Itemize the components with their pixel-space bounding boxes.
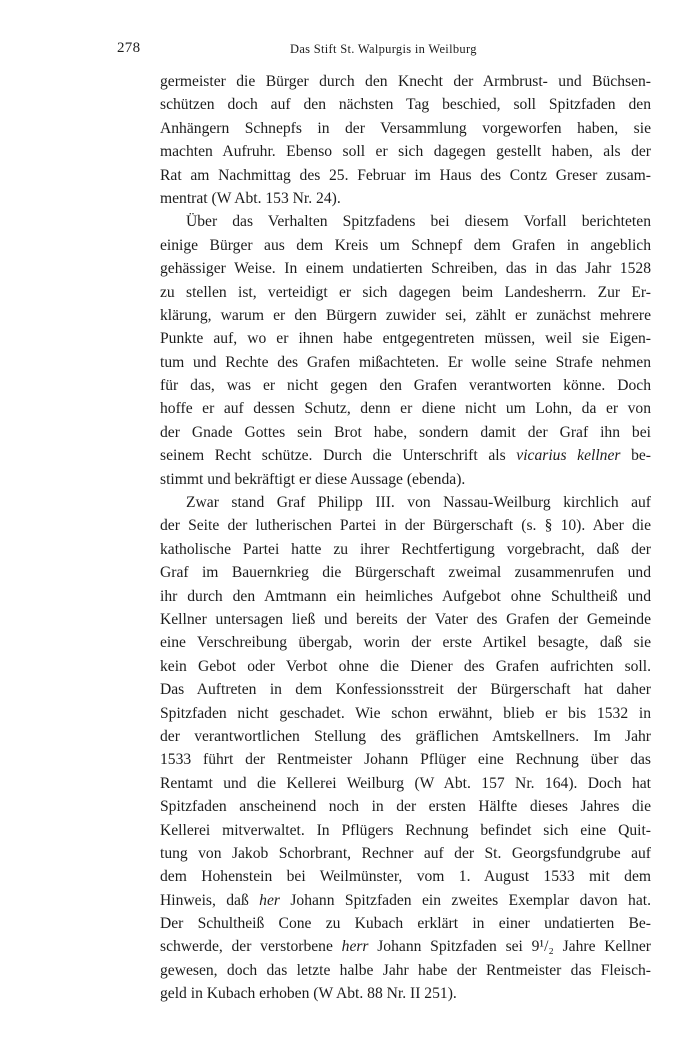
- text-line: Hinweis, daß her Johann Spitzfaden ein zweites Exemplar davon hat.: [160, 891, 652, 909]
- text-line: für das, was er nicht gegen den Grafen verantworten könne. Doch: [160, 377, 651, 395]
- text-line: Anhängern Schnepfs in der Versammlung vorgeworfen haben, sie: [160, 119, 651, 137]
- text-line: Der Schultheiß Cone zu Kubach erklärt in einer undatierten Be-: [160, 915, 651, 933]
- text-line: der Seite der lutherischen Partei in der Bürgerschaft (s. § 10). Aber die: [160, 517, 651, 535]
- italic-term: herr: [341, 938, 369, 956]
- text-line: Rentamt und die Kellerei Weilburg (W Abt. 157 Nr. 164). Doch hat: [160, 774, 651, 792]
- text-line: Zwar stand Graf Philipp III. von Nassau-Weilburg kirchlich auf: [186, 494, 651, 512]
- text-line: Rat am Nachmittag des 25. Februar im Haus des Contz Greser zusam-: [160, 166, 651, 184]
- text-line: klärung, warum er den Bürgern zuwider sei, zählt er zunächst mehrere: [160, 306, 651, 324]
- text-line: einige Bürger aus dem Kreis um Schnepf dem Grafen in angeblich: [160, 236, 651, 254]
- text-line: machten Aufruhr. Ebenso soll er sich dagegen gestellt haben, als der: [160, 143, 651, 161]
- text-line: seinem Recht schütze. Durch die Unterschrift als vicarius kellner be-: [160, 447, 651, 465]
- text-line: geld in Kubach erhoben (W Abt. 88 Nr. II 251).: [160, 985, 457, 1003]
- running-head: Das Stift St. Walpurgis in Weilburg: [290, 42, 477, 56]
- text-line: katholische Partei hatte zu ihrer Rechtfertigung vorgebracht, daß der: [160, 540, 651, 558]
- text-line: eine Verschreibung übergab, worin der erste Artikel besagte, daß sie: [160, 634, 651, 652]
- text-line: Graf im Bauernkrieg die Bürgerschaft zweimal zusammenrufen und: [160, 564, 651, 582]
- text-line: gehässiger Weise. In einem undatierten Schreiben, das in das Jahr 1528: [160, 260, 651, 278]
- text-line: hoffe er auf dessen Schutz, denn er diene nicht um Lohn, da er von: [160, 400, 651, 418]
- page-number: 278: [117, 40, 141, 56]
- text-line: der Gnade Gottes sein Brot habe, sondern damit der Graf ihn bei: [160, 423, 651, 441]
- text-line: Kellerei mitverwaltet. In Pflügers Rechnung befindet sich eine Quit-: [160, 821, 651, 839]
- text-line: zu stellen ist, verteidigt er sich dagegen beim Landesherrn. Zur Er-: [160, 283, 651, 301]
- text-line: dem Hohenstein bei Weilmünster, vom 1. August 1533 mit dem: [160, 868, 651, 886]
- text-line: stimmt und bekräftigt er diese Aussage (ebenda).: [160, 470, 466, 488]
- text-line: gewesen, doch das letzte halbe Jahr habe der Rentmeister das Fleisch-: [160, 961, 651, 979]
- text-line: Punkte auf, wo er ihnen habe entgegentreten müssen, weil sie Eigen-: [160, 330, 651, 348]
- text-line: Spitzfaden anscheinend noch in der ersten Hälfte dieses Jahres die: [160, 798, 651, 816]
- text-line: kein Gebot oder Verbot ohne die Diener des Grafen aufrichten soll.: [160, 657, 651, 675]
- body-text: [160, 70, 651, 1006]
- text-line: mentrat (W Abt. 153 Nr. 24).: [160, 189, 341, 207]
- text-line: Das Auftreten in dem Konfessionsstreit der Bürgerschaft hat daher: [160, 681, 651, 699]
- text-line: tum und Rechte des Grafen mißachteten. Er wolle seine Strafe nehmen: [160, 353, 651, 371]
- text-line: schützen doch auf den nächsten Tag beschied, soll Spitzfaden den: [160, 96, 651, 114]
- text-line: Über das Verhalten Spitzfadens bei diesem Vorfall berichteten: [186, 213, 651, 231]
- text-line: germeister die Bürger durch den Knecht der Armbrust- und Büchsen-: [160, 73, 651, 90]
- text-line: Kellner untersagen ließ und bereits der Vater des Grafen der Gemeinde: [160, 610, 651, 628]
- text-line: Spitzfaden nicht geschadet. Wie schon erwähnt, blieb er bis 1532 in: [160, 704, 651, 722]
- text-line: 1533 führt der Rentmeister Johann Pflüger eine Rechnung über das: [160, 751, 651, 769]
- text-line: ihr durch den Amtmann ein heimliches Aufgebot ohne Schultheiß und: [160, 587, 651, 605]
- text-line: schwerde, der verstorbene herr Johann Spitzfaden sei 9¹/₂ Jahre Kellner: [160, 938, 651, 956]
- italic-term: vicarius kellner: [516, 447, 621, 465]
- text-line: der verantwortlichen Stellung des gräflichen Amtskellners. Im Jahr: [160, 727, 651, 745]
- italic-term: her: [259, 891, 280, 909]
- text-line: tung von Jakob Schorbrant, Rechner auf der St. Georgsfundgrube auf: [160, 844, 651, 862]
